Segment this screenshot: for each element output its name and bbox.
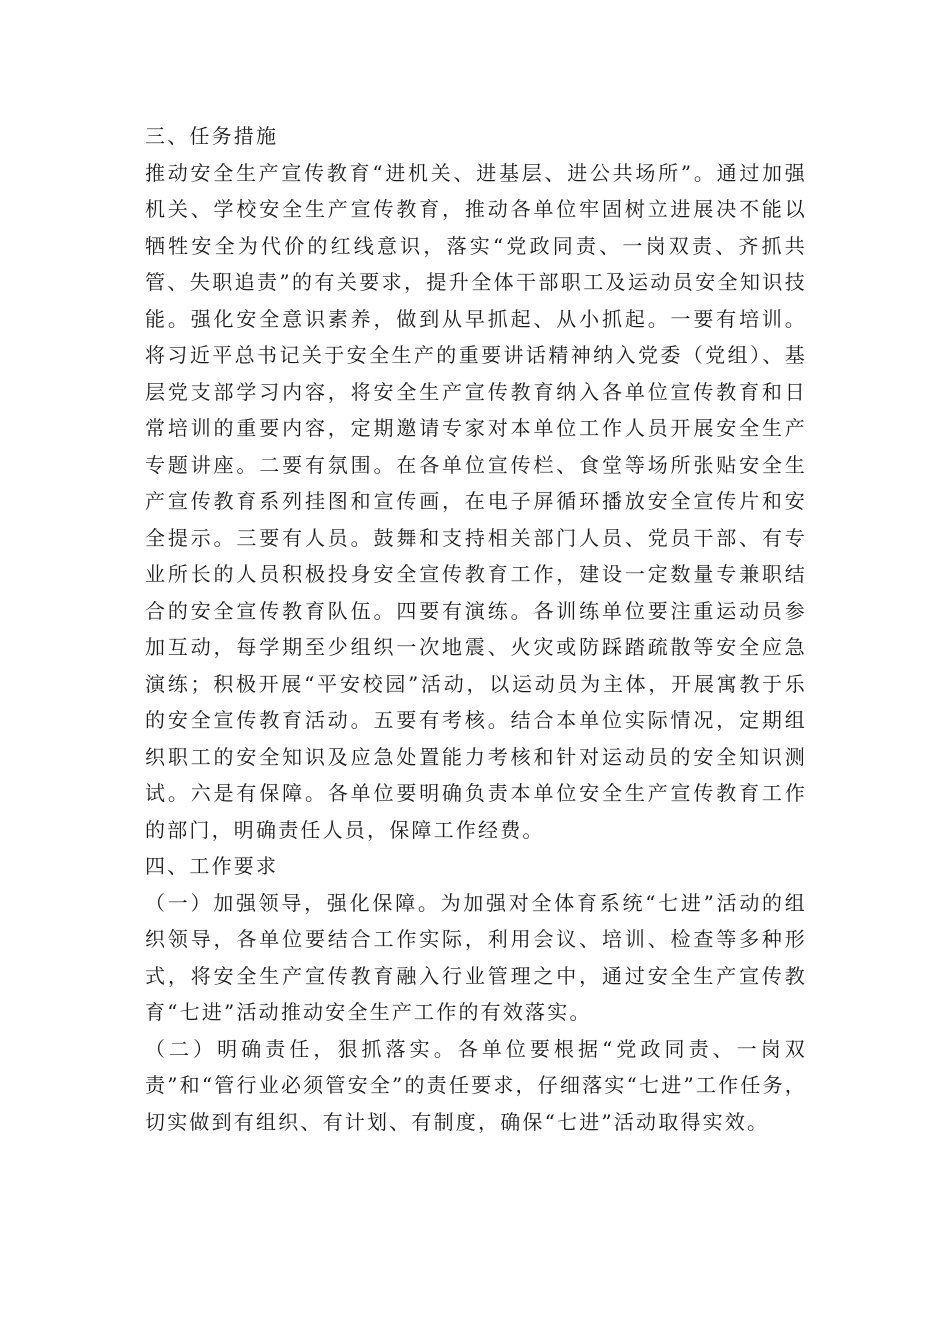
section-4-item-1: （一）加强领导，强化保障。为加强对全体育系统“七进”活动的组织领导，各单位要结合工作实际，利用会议、培训、检查等多种形式，将安全生产宣传教育融入行业管理之中，通过安全生产宣传教育“七进”活动推动安全生产工作的有效落实。 [145, 890, 807, 1024]
section-4-heading: 四、工作要求 [145, 854, 279, 878]
section-4-item-2: （二）明确责任，狠抓落实。各单位要根据“党政同责、一岗双责”和“管行业必须管安全”的责任要求，仔细落实“七进”工作任务，切实做到有组织、有计划、有制度，确保“七进”活动取得实效。 [145, 1036, 807, 1134]
section-3-heading: 三、任务措施 [145, 124, 279, 148]
section-3-paragraph: 推动安全生产宣传教育“进机关、进基层、进公共场所”。通过加强机关、学校安全生产宣传教育，推动各单位牢固树立进展决不能以牺牲安全为代价的红线意识，落实“党政同责、一岗双责、齐抓共管、失职追责”的有关要求，提升全体干部职工及运动员安全知识技能。强化安全意识素养，做到从早抓起、从小抓起。一要有培训。将习近平总书记关于安全生产的重要讲话精神纳入党委（党组）、基层党支部学习内容，将安全生产宣传教育纳入各单位宣传教育和日常培训的重要内容，定期邀请专家对本单位工作人员开展安全生产专题讲座。二要有氛围。在各单位宣传栏、食堂等场所张贴安全生产宣传教育系列挂图和宣传画，在电子屏循环播放安全宣传片和安全提示。三要有人员。鼓舞和支持相关部门人员、党员干部、有专业所长的人员积极投身安全宣传教育工作，建设一定数量专兼职结合的安全宣传教育队伍。四要有演练。各训练单位要注重运动员参加互动，每学期至少组织一次地震、火灾或防踩踏疏散等安全应急演练；积极开展“平安校园”活动，以运动员为主体，开展寓教于乐的安全宣传教育活动。五要有考核。结合本单位实际情况，定期组织职工的安全知识及应急处置能力考核和针对运动员的安全知识测试。六是有保障。各单位要明确负责本单位安全生产宣传教育工作的部门，明确责任人员，保障工作经费。 [145, 160, 807, 842]
document-body [145, 118, 807, 1140]
